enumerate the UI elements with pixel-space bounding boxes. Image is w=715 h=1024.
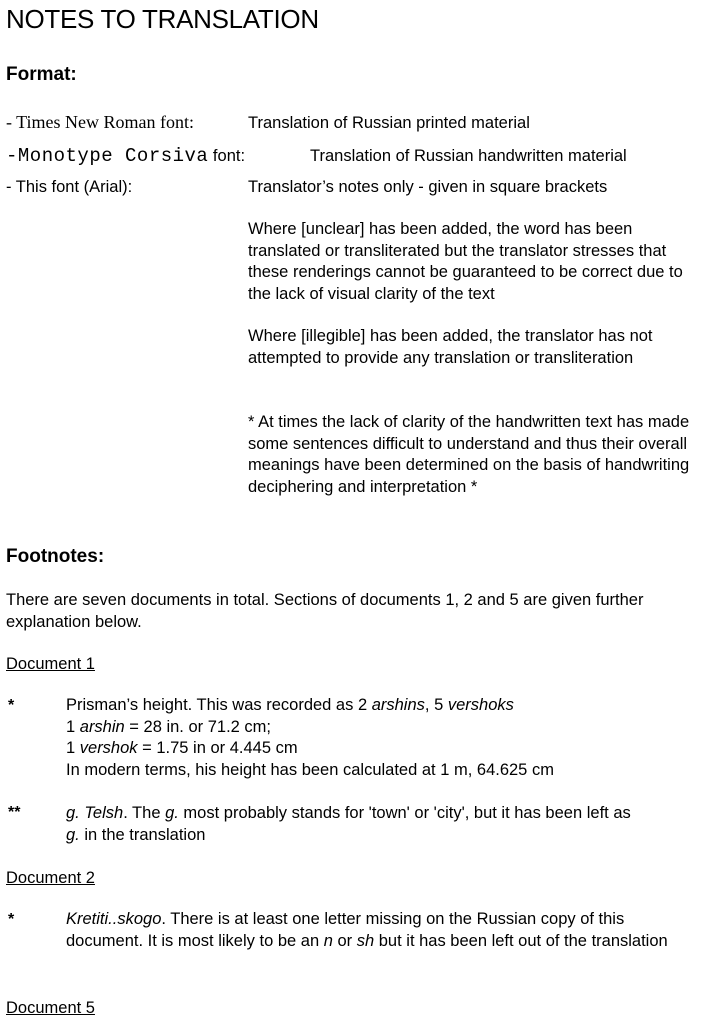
- footnote-term: vershok: [79, 739, 138, 757]
- format-desc-corsiva: Translation of Russian handwritten material: [310, 147, 627, 165]
- document-1-heading: Document 1: [6, 655, 95, 673]
- footnote-line: In modern terms, his height has been calculated at 1 m, 64.625 cm: [66, 760, 554, 779]
- footnote-text: but it has been left out of the translation: [374, 931, 668, 950]
- footnote-line: [66, 825, 706, 847]
- format-font-name: Times New Roman font:: [16, 112, 195, 132]
- footnote-term: arshin: [79, 717, 125, 736]
- format-row-prefix: -: [6, 145, 18, 167]
- illegible-note: Where [illegible] has been added, the translator has not attempted to provide any translation or transliteration: [248, 327, 653, 367]
- footnotes-intro: There are seven documents in total. Sections of documents 1, 2 and 5 are given further explanation below.: [6, 591, 644, 631]
- footnote-text: = 1.75 in or 4.445 cm: [137, 739, 298, 757]
- footnote-line: [66, 717, 706, 739]
- footnote-line: [66, 695, 706, 717]
- footnote-text: Prisman’s height. This was recorded as 2: [66, 696, 372, 714]
- format-desc-arial: Translator’s notes only - given in square brackets: [248, 178, 608, 196]
- footnote-term: Kretiti..skogo: [66, 910, 162, 928]
- footnote-telsh: [66, 803, 706, 846]
- footnote-text: 1: [66, 717, 80, 736]
- document-2-heading: Document 2: [6, 869, 95, 887]
- format-font-name: Monotype Corsiva: [17, 145, 209, 167]
- footnote-term: g.: [66, 825, 80, 844]
- footnote-term: vershoks: [447, 696, 514, 714]
- footnote-term: n: [323, 931, 333, 950]
- footnote-text: or: [332, 931, 357, 950]
- footnote-line: [66, 738, 706, 760]
- footnote-text: , 5: [424, 696, 448, 714]
- footnote-marker: *: [8, 697, 15, 714]
- footnote-line: [66, 803, 706, 825]
- footnote-term: sh: [356, 931, 375, 950]
- footnote-text: . The: [123, 804, 166, 822]
- format-row-prefix: -: [6, 112, 17, 132]
- page-title: NOTES TO TRANSLATION: [6, 4, 319, 34]
- footnote-term: arshins: [371, 696, 425, 714]
- format-row-times: [6, 112, 194, 133]
- footnote-height: [66, 695, 706, 781]
- footnote-kretiti: [66, 909, 701, 952]
- footnote-text: = 28 in. or 71.2 cm;: [124, 717, 272, 736]
- footnotes-heading: Footnotes:: [6, 546, 105, 567]
- footnote-text: most probably stands for 'town' or 'city', but it has been left as: [178, 804, 631, 822]
- format-row-arial: [6, 177, 132, 198]
- format-desc-times: Translation of Russian printed material: [248, 114, 530, 132]
- footnote-term: g. Telsh: [66, 804, 124, 822]
- footnote-text: 1: [66, 739, 80, 757]
- format-font-suffix: font:: [208, 147, 246, 165]
- format-heading: Format:: [6, 64, 77, 85]
- footnote-marker: **: [8, 804, 21, 821]
- format-font-name: This font (Arial):: [15, 178, 133, 196]
- footnote-text: in the translation: [79, 825, 206, 844]
- footnote-text: . There is at least one letter missing on the Russian copy of this document. It is most likely to be an: [66, 910, 625, 950]
- clarity-note: * At times the lack of clarity of the handwritten text has made some sentences difficult to understand and thus their overall meanings have been determined on the basis of handwriting deciphering and interpretation *: [248, 413, 690, 496]
- footnote-term: g.: [165, 804, 179, 822]
- unclear-note: Where [unclear] has been added, the word has been translated or transliterated but the translator stresses that these renderings cannot be guaranteed to be correct due to the lack of visual clarity of the text: [248, 220, 683, 303]
- format-row-prefix: -: [6, 178, 16, 196]
- document-5-heading: Document 5: [6, 999, 95, 1017]
- footnote-marker: *: [8, 911, 15, 928]
- format-row-corsiva: [6, 145, 245, 167]
